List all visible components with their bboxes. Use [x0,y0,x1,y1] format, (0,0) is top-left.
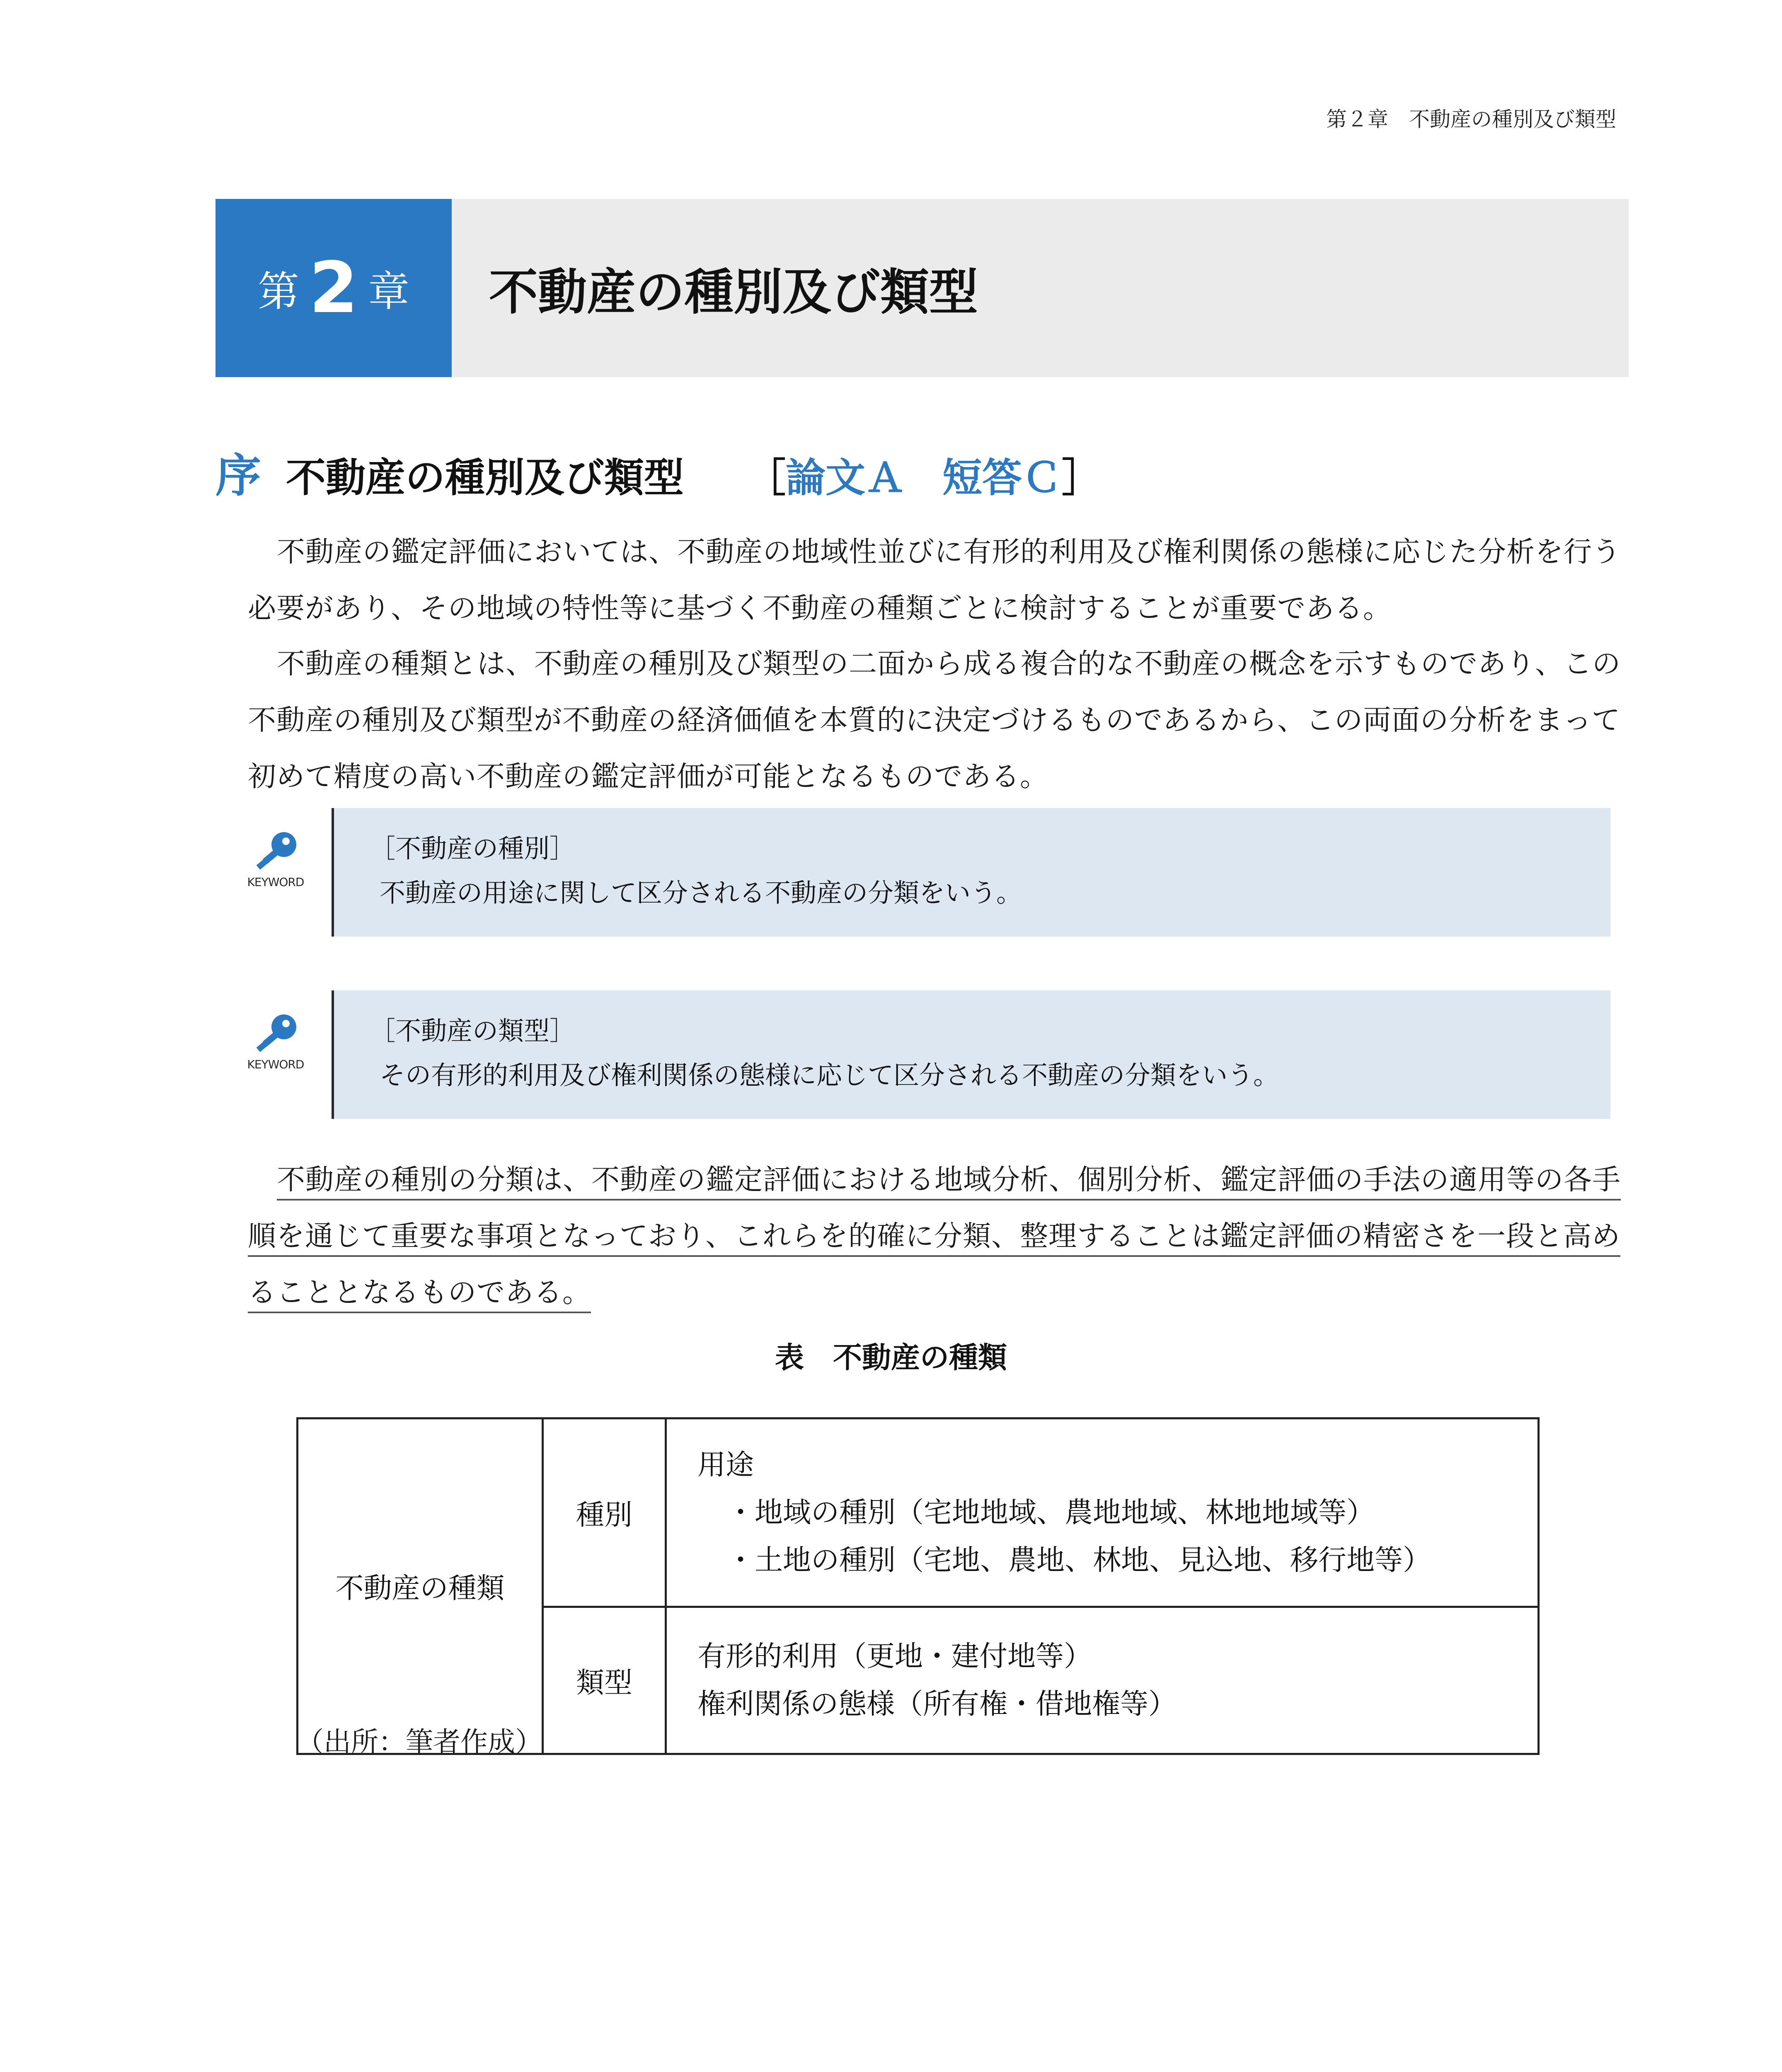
table-cell [666,1607,1539,1754]
chapter-prefix: 第 [257,267,299,316]
bracket-close: ］ [1062,455,1102,501]
table-row-label: 類型 [543,1607,666,1754]
property-types-table [296,1417,1540,1755]
key-icon [245,1011,307,1057]
table-source: （出所：筆者作成） [296,1726,542,1758]
table-line: 権利関係の態様（所有権・借地権等） [697,1688,1177,1721]
keyword-box [332,808,1610,937]
table-cell [666,1418,1539,1607]
keyword-box [332,990,1610,1119]
table-line: 有形的利用（更地・建付地等） [697,1640,1092,1673]
paragraph-2: 不動産の種類とは、不動産の種別及び類型の二面から成る複合的な不動産の概念を示すものであり、この不動産の種別及び類型が不動産の経済価値を本質的に決定づけるものであるから、この両面の分析をまって初めて精度の高い不動産の鑑定評価が可能となるものである。 [248,648,1621,793]
bracket-open: ［ [746,455,786,501]
keyword-label: KEYWORD [247,1058,304,1071]
table-line: ・土地の種別（宅地、農地、林地、見込地、移行地等） [726,1544,1431,1577]
table-line: ・地域の種別（宅地地域、農地地域、林地地域等） [726,1496,1375,1529]
running-header: 第２章 不動産の種別及び類型 [1326,107,1616,131]
underlined-text: 不動産の種別の分類は、不動産の鑑定評価における地域分析、個別分析、鑑定評価の手法の適用等の各手順を通じて重要な事項となっており、これらを的確に分類、整理することは鑑定評価の精密さを一段と高めることとなるものである。 [248,1164,1621,1313]
table-row [298,1418,1539,1607]
exam-tag-short: 短答Ｃ [942,455,1062,501]
keyword-label: KEYWORD [247,875,304,889]
table-row-label: 種別 [543,1418,666,1607]
keyword-icon [245,829,307,895]
keyword-term: ［不動産の類型］ [370,1016,576,1046]
table-caption: 表 不動産の種類 [775,1341,1007,1375]
section-title: 不動産の種別及び類型 [286,455,684,501]
section-mark: 序 [215,449,261,502]
chapter-number: 2 [309,247,358,329]
chapter-number-box [215,199,452,377]
chapter-banner [215,199,1629,377]
table-row-header: 不動産の種類 [298,1418,543,1754]
keyword-definition: その有形的利用及び権利関係の態様に応じて区分される不動産の分類をいう。 [380,1060,1279,1090]
keyword-term: ［不動産の種別］ [370,833,576,864]
section-heading [215,439,1102,505]
exam-tag-essay: 論文Ａ [786,455,905,501]
keyword-definition: 不動産の用途に関して区分される不動産の分類をいう。 [380,878,1022,908]
paragraph-1: 不動産の鑑定評価においては、不動産の地域性並びに有形的利用及び権利関係の態様に応じた分析を行う必要があり、その地域の特性等に基づく不動産の種類ごとに検討することが重要である。 [248,536,1621,625]
key-icon [245,829,307,874]
keyword-icon [245,1011,307,1077]
chapter-suffix: 章 [368,267,410,316]
paragraph-3 [248,1152,1628,1321]
chapter-title: 不動産の種別及び類型 [489,264,978,321]
table-line: 用途 [697,1448,754,1481]
